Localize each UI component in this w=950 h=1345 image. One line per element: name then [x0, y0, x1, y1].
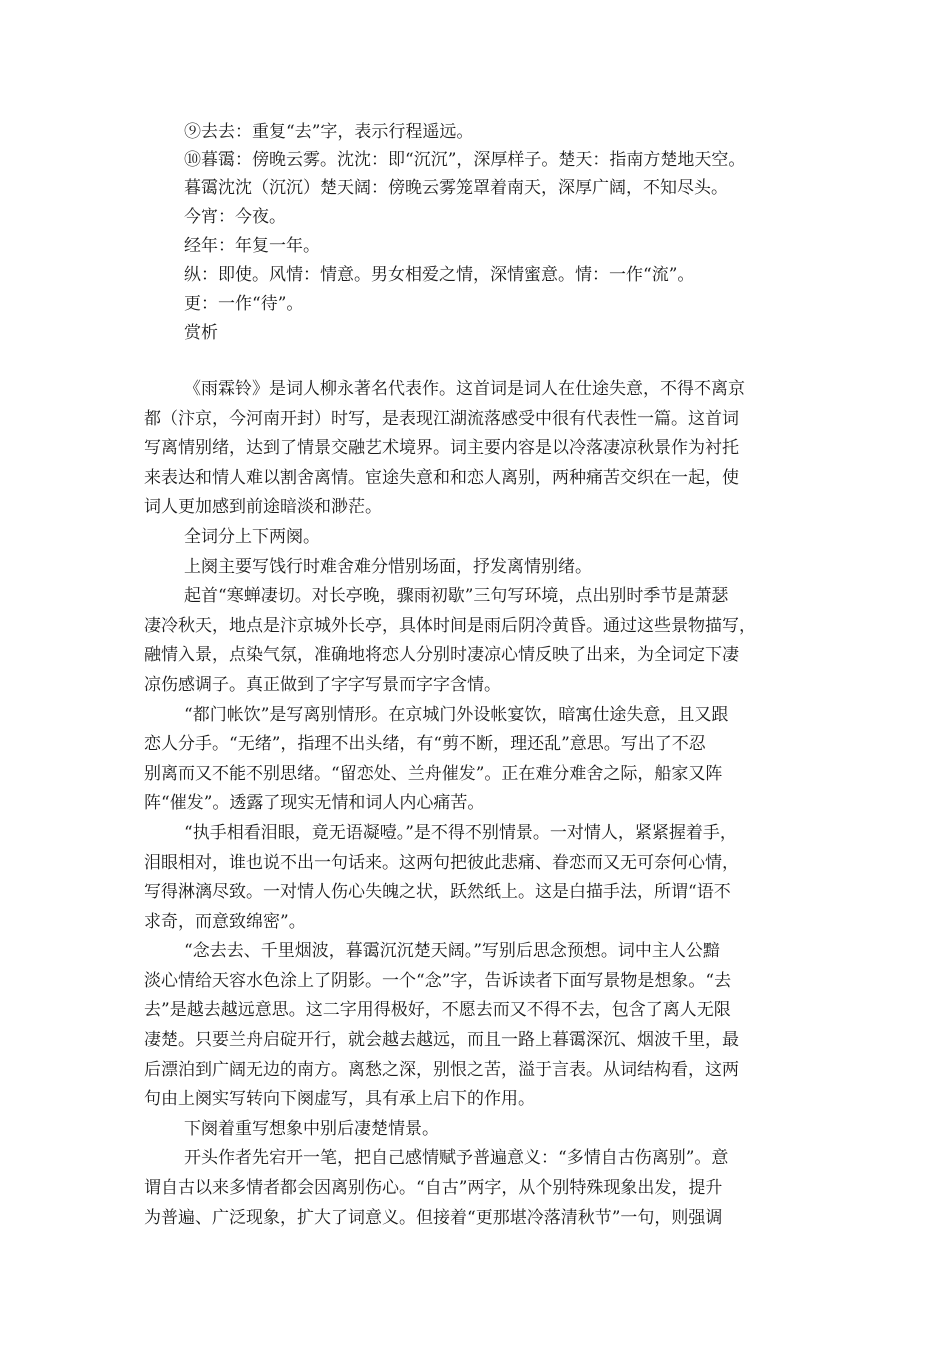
paragraph-line: 谓自古以来多情者都会因离别伤心。“自古”两字，从个别特殊现象出发，提升 — [144, 1178, 723, 1199]
paragraph-line: 句由上阕实写转向下阕虚写，具有承上启下的作用。 — [144, 1089, 535, 1110]
paragraph-line: 凉伤感调子。真正做到了字字写景而字字含情。 — [144, 674, 501, 695]
paragraph-line: 凄楚。只要兰舟启碇开行，就会越去越远，而且一路上暮霭深沉、烟波千里，最 — [144, 1030, 739, 1051]
paragraph-line: 泪眼相对，谁也说不出一句话来。这两句把彼此悲痛、眷恋而又无可奈何心情， — [144, 852, 739, 873]
note-jin-xiao: 今宵：今夜。 — [184, 207, 286, 227]
paragraph-line: 起首“寒蝉凄切。对长亭晚，骤雨初歇”三句写环境，点出别时季节是萧瑟 — [184, 586, 729, 607]
paragraph-line: 恋人分手。“无绪”，指理不出头绪，有“剪不断，理还乱”意思。写出了不忍 — [144, 734, 706, 755]
note-qu-qu: ⑨去去：重复“去”字，表示行程遥远。 — [184, 122, 474, 142]
paragraph-line: “都门帐饮”是写离别情形。在京城门外设帐宴饮，暗寓仕途失意，且又跟 — [184, 704, 729, 725]
paragraph-line: 下阕着重写想象中别后凄楚情景。 — [184, 1118, 439, 1139]
paragraph-line: 都（汴京，今河南开封）时写，是表现江湖流落感受中很有代表性一篇。这首词 — [144, 408, 739, 429]
paragraph-line: “念去去、千里烟波，暮霭沉沉楚天阔。”写别后思念预想。词中主人公黯 — [184, 941, 720, 962]
paragraph-line: 词人更加感到前途暗淡和渺茫。 — [144, 497, 382, 518]
paragraph-line: 去”是越去越远意思。这二字用得极好，不愿去而又不得不去，包含了离人无限 — [144, 1000, 731, 1021]
paragraph-line: 别离而又不能不别思绪。“留恋处、兰舟催发”。正在难分难舍之际，船家又阵 — [144, 763, 723, 784]
paragraph-line: 融情入景，点染气氛，准确地将恋人分别时凄凉心情反映了出来，为全词定下凄 — [144, 645, 739, 666]
paragraph-line: 写离情别绪，达到了情景交融艺术境界。词主要内容是以冷落凄凉秋景作为衬托 — [144, 438, 739, 459]
paragraph-line: 《雨霖铃》是词人柳永著名代表作。这首词是词人在仕途失意，不得不离京 — [184, 379, 745, 399]
note-mu-ai: ⑩暮霭：傍晚云雾。沈沈：即“沉沉”，深厚样子。楚天：指南方楚地天空。 — [184, 150, 746, 170]
note-zong-feng-qing: 纵：即使。风情：情意。男女相爱之情，深情蜜意。情：一作“流”。 — [184, 265, 695, 285]
section-heading-appreciation: 赏析 — [184, 323, 218, 343]
paragraph-line: 全词分上下两阕。 — [184, 526, 320, 547]
note-geng: 更：一作“待”。 — [184, 294, 304, 314]
note-jing-nian: 经年：年复一年。 — [184, 236, 320, 256]
paragraph-line: “执手相看泪眼，竟无语凝噎。”是不得不别情景。一对情人，紧紧握着手， — [184, 822, 737, 843]
paragraph-line: 来表达和情人难以割舍离情。宦途失意和和恋人离别，两种痛苦交织在一起，使 — [144, 467, 739, 488]
note-mu-ai-chen-chen: 暮霭沈沈（沉沉）楚天阔：傍晚云雾笼罩着南天，深厚广阔，不知尽头。 — [184, 178, 728, 198]
paragraph-line: 上阕主要写饯行时难舍难分惜别场面，抒发离情别绪。 — [184, 556, 592, 577]
paragraph-line: 写得淋漓尽致。一对情人伤心失魄之状，跃然纸上。这是白描手法，所谓“语不 — [144, 882, 731, 903]
appreciation-body — [144, 375, 806, 1233]
paragraph-line: 开头作者先宕开一笔，把自己感情赋予普遍意义：“多情自古伤离别”。意 — [184, 1148, 729, 1169]
paragraph-line: 阵“催发”。透露了现实无情和词人内心痛苦。 — [144, 793, 485, 814]
paragraph-line: 凄冷秋天，地点是汴京城外长亭，具体时间是雨后阴冷黄昏。通过这些景物描写， — [144, 615, 756, 636]
paragraph-line: 后漂泊到广阔无边的南方。离愁之深，别恨之苦，溢于言表。从词结构看，这两 — [144, 1059, 739, 1080]
paragraph-line: 求奇，而意致绵密”。 — [144, 911, 306, 932]
paragraph-line: 淡心情给天容水色涂上了阴影。一个“念”字，告诉读者下面写景物是想象。“去 — [144, 970, 732, 991]
paragraph-line: 为普遍、广泛现象，扩大了词意义。但接着“更那堪冷落清秋节”一句，则强调 — [144, 1207, 723, 1228]
